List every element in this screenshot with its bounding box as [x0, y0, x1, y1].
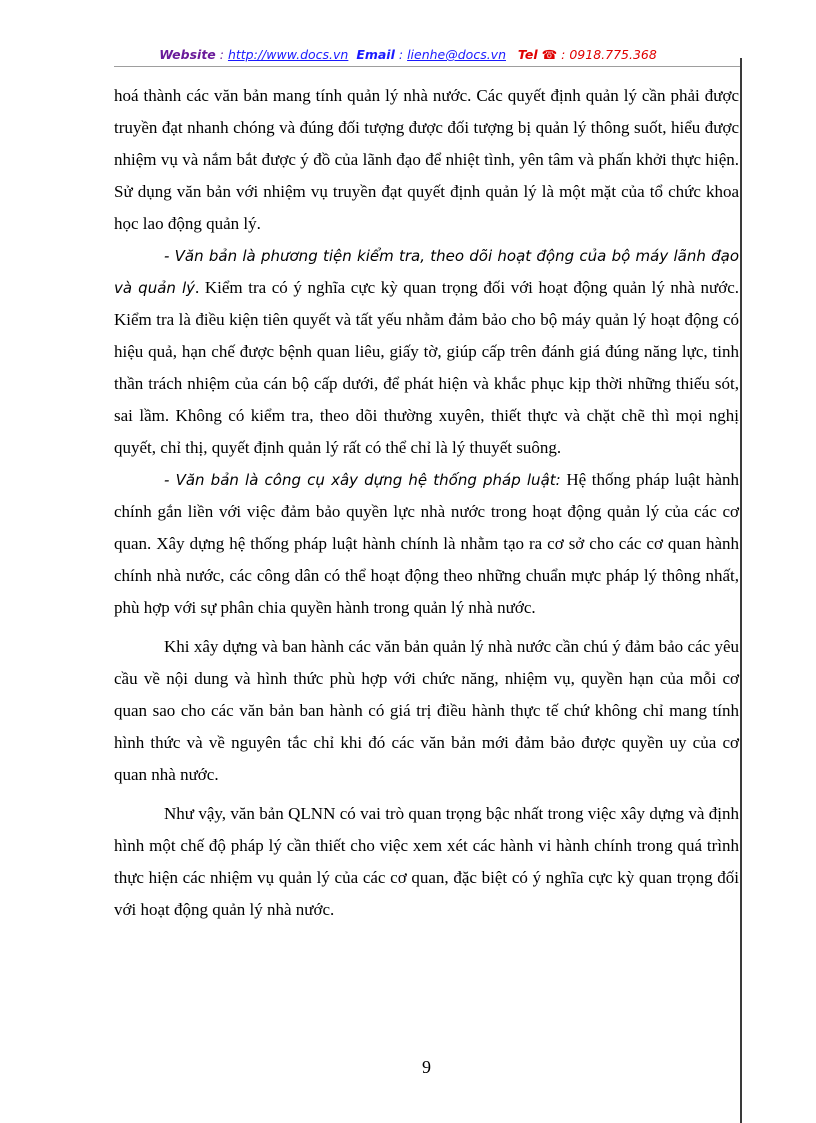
document-body	[114, 80, 739, 926]
paragraph-3-emphasis: - Văn bản là công cụ xây dựng hệ thống pháp luật:	[164, 471, 561, 489]
paragraph-4: Khi xây dựng và ban hành các văn bản quản lý nhà nước cần chú ý đảm bảo các yêu cầu về nội dung và hình thức phù hợp với chức năng, nhiệm vụ, quyền hạn của mỗi cơ quan sao cho các văn bản ban hành có giá trị điều hành thực tế chứ không chỉ mang tính hình thức và về nguyên tắc chỉ khi đó các văn bản mới đảm bảo được quyền uy của cơ quan nhà nước.	[114, 637, 739, 784]
paragraph-2	[114, 240, 739, 464]
website-separator: :	[215, 47, 228, 62]
paragraph-2-text: . Kiểm tra có ý nghĩa cực kỳ quan trọng đối với hoạt động quản lý nhà nước. Kiểm tra là điều kiện tiên quyết và tất yếu nhằm đảm bảo cho bộ máy quản lý hoạt động có hiệu quả, hạn chế được bệnh quan liêu, giấy tờ, giúp cấp trên đánh giá đúng năng lực, tinh thần trách nhiệm của cán bộ cấp dưới, để phát hiện và khắc phục kịp thời những thiếu sót, sai lầm. Không có kiểm tra, theo dõi thường xuyên, thiết thực và chặt chẽ thì mọi nghị quyết, chỉ thị, quyết định quản lý rất có thể chỉ là lý thuyết suông.	[114, 278, 739, 457]
email-label: Email	[356, 47, 395, 62]
email-link[interactable]: lienhe@docs.vn	[407, 47, 506, 62]
header-divider	[114, 66, 740, 67]
page-number: 9	[422, 1057, 431, 1077]
page-edge-shadow	[740, 58, 742, 1123]
paragraph-1: hoá thành các văn bản mang tính quản lý nhà nước. Các quyết định quản lý cần phải được truyền đạt nhanh chóng và đúng đối tượng được đối tượng bị quản lý thông suốt, hiểu được nhiệm vụ và nắm bắt được ý đồ của lãnh đạo để nhiệt tình, yên tâm và phấn khởi thực hiện. Sử dụng văn bản với nhiệm vụ truyền đạt quyết định quản lý là một mặt của tổ chức khoa học lao động quản lý.	[114, 86, 739, 233]
paragraph-2-emphasis: - Văn bản là phương tiện kiểm tra, theo dõi hoạt động của bộ máy lãnh đạo và quản lý	[114, 247, 739, 297]
website-link[interactable]: http://www.docs.vn	[227, 47, 349, 62]
tel-label: Tel	[517, 47, 538, 62]
page-header	[0, 46, 816, 64]
paragraph-5: Như vậy, văn bản QLNN có vai trò quan trọng bậc nhất trong việc xây dựng và định hình một chế độ pháp lý cần thiết cho việc xem xét các hành vi hành chính trong quá trình thực hiện các nhiệm vụ quản lý của các cơ quan, đặc biệt có ý nghĩa cực kỳ quan trọng đối với hoạt động quản lý nhà nước.	[114, 804, 739, 919]
phone-icon: ☎	[541, 47, 558, 62]
website-label: Website	[159, 47, 216, 62]
paragraph-3	[114, 464, 739, 624]
paragraph-3-text: Hệ thống pháp luật hành chính gắn liền với việc đảm bảo quyền lực nhà nước trong hoạt động quản lý của các cơ quan. Xây dựng hệ thống pháp luật hành chính là nhằm tạo ra cơ sở cho các cơ quan hành chính nhà nước, các công dân có thể hoạt động theo những chuẩn mực pháp lý thông nhất, phù hợp với sự phân chia quyền hành trong quản lý nhà nước.	[114, 470, 739, 617]
email-separator: :	[394, 47, 408, 62]
tel-number: : 0918.775.368	[557, 47, 657, 62]
